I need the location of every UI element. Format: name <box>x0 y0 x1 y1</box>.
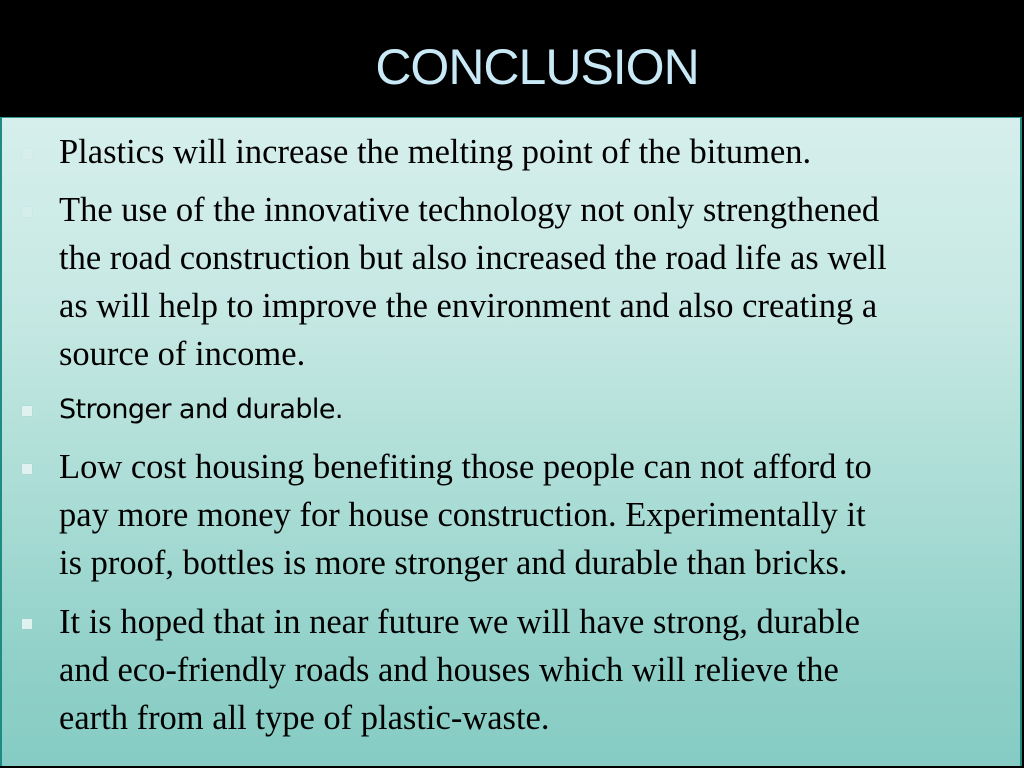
square-bullet-icon <box>22 406 32 416</box>
bullet-text: The use of the innovative technology not only strengthened the road construction but also increased the road life as well as will help to improve the environment and also creating a source of income. <box>59 191 887 373</box>
bullet-text: Low cost housing benefiting those people can not afford to pay more money for house construction. Experimentally it is proof, bottles is more stronger and durable than bricks. <box>59 448 872 582</box>
square-bullet-icon <box>22 149 32 159</box>
bullet-text: Plastics will increase the melting point of the bitumen. <box>59 133 812 171</box>
title-bar <box>0 0 1024 117</box>
square-bullet-icon <box>22 207 32 217</box>
slide-title: CONCLUSION <box>375 39 699 95</box>
square-bullet-icon <box>22 464 32 474</box>
bullet-text: It is hoped that in near future we will have strong, durable and eco-friendly roads and houses which will relieve the earth from all type of plastic-waste. <box>59 603 860 737</box>
bullet-text: Stronger and durable. <box>59 394 343 425</box>
content-panel <box>0 117 1022 766</box>
square-bullet-icon <box>22 619 32 629</box>
